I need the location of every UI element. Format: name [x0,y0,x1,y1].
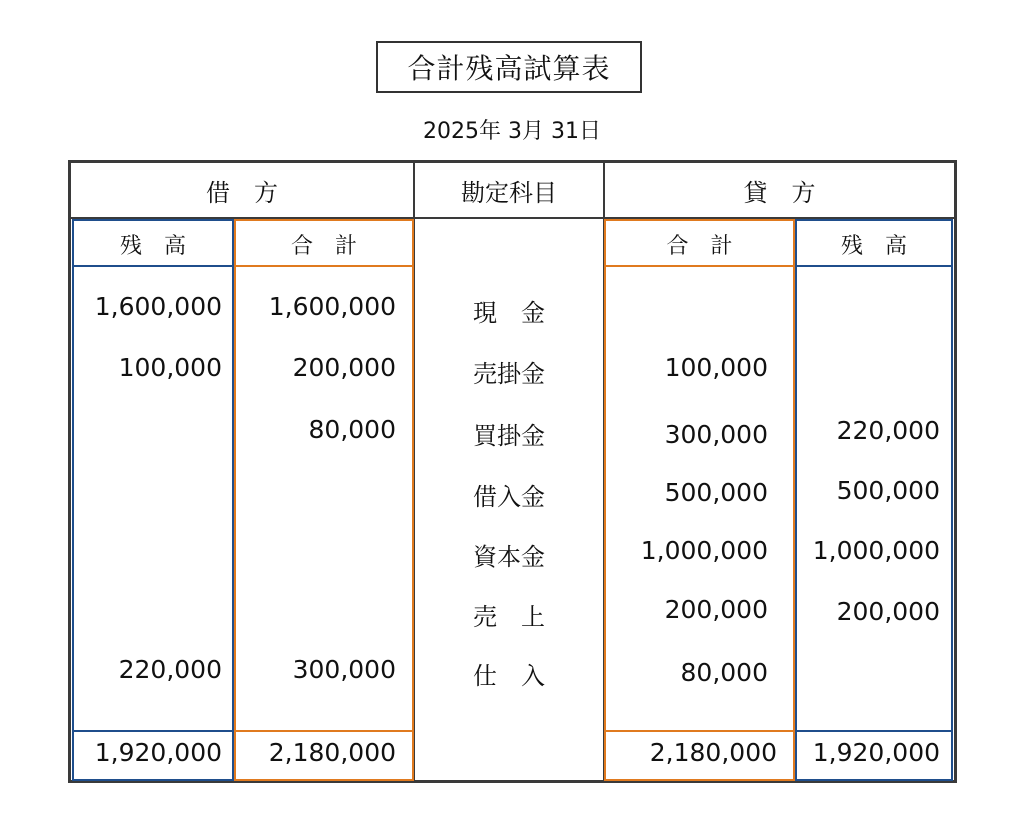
debit-balance-total-line [72,730,234,732]
credit-balance-total-line [795,730,953,732]
credit-balance-subheader: 残 高 [840,233,907,259]
credit-total-subheader: 合 計 [666,233,733,259]
total-debit-total: 2,180,000 [268,738,396,767]
row-debit-balance: 1,600,000 [94,292,222,321]
row-debit-total: 1,600,000 [268,292,396,321]
row-credit-total: 300,000 [664,420,768,449]
document-title: 合計残高試算表 [376,41,642,93]
total-debit-balance: 1,920,000 [94,738,222,767]
row-debit-balance: 100,000 [118,353,222,382]
row-account: 現 金 [473,299,545,327]
total-credit-balance: 1,920,000 [812,738,940,767]
row-account: 売 上 [473,603,545,631]
row-debit-total: 200,000 [292,353,396,382]
row-debit-total: 300,000 [292,655,396,684]
row-account: 仕 入 [473,662,545,690]
row-account: 資本金 [473,543,545,571]
credit-header: 貸 方 [743,179,816,207]
row-credit-balance: 200,000 [836,597,940,626]
row-credit-total: 100,000 [664,353,768,382]
debit-header: 借 方 [206,179,278,207]
row-credit-total: 500,000 [664,478,768,507]
row-credit-total: 80,000 [680,658,768,687]
debit-total-subheader: 合 計 [290,233,357,259]
document-date: 2025年 3月 31日 [423,119,601,144]
credit-total-total-line [604,730,795,732]
row-credit-balance: 1,000,000 [812,536,940,565]
debit-total-total-line [234,730,414,732]
account-header: 勘定科目 [461,179,557,207]
row-account: 借入金 [473,483,545,511]
row-account: 売掛金 [473,360,545,388]
row-credit-total: 200,000 [664,595,768,624]
row-debit-balance: 220,000 [118,655,222,684]
total-credit-total: 2,180,000 [649,738,777,767]
debit-balance-subheader: 残 高 [119,233,186,259]
row-account: 買掛金 [473,422,545,450]
row-debit-total: 80,000 [308,415,396,444]
row-credit-balance: 500,000 [836,476,940,505]
row-credit-total: 1,000,000 [640,536,768,565]
row-credit-balance: 220,000 [836,416,940,445]
